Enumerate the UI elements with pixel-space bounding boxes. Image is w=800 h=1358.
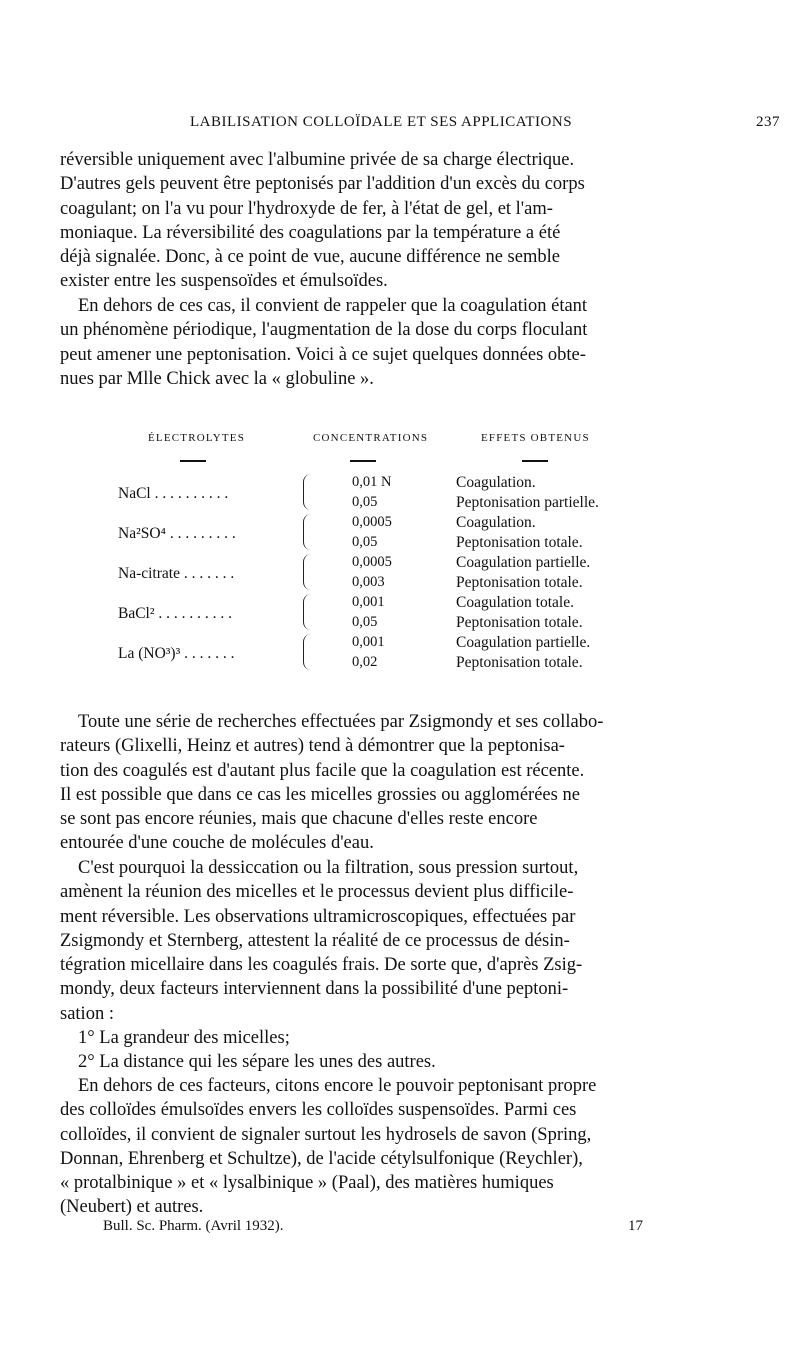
text-line: coagulant; on l'a vu pour l'hydroxyde de fer, à l'état de gel, et l'am- [60,198,553,219]
text-line: « protalbinique » et « lysalbinique » (Paal), des matières humiques [60,1173,554,1194]
effect-text: Coagulation. [456,474,536,491]
concentration-value: 0,05 [352,534,378,550]
brace [303,634,312,670]
effect-text: Peptonisation totale. [456,534,583,551]
table-row [0,474,800,514]
effect-text: Coagulation partielle. [456,634,591,651]
electrolyte-name: BaCl² . . . . . . . . . . [118,605,233,622]
text-line: un phénomène périodique, l'augmentation de la dose du corps floculant [60,320,588,341]
text-line: moniaque. La réversibilité des coagulations par la température a été [60,222,561,243]
table-row [0,594,800,634]
paragraph-peptonizing-power [60,1074,760,1220]
table-row [0,634,800,674]
text-line: colloïdes, il convient de signaler surtout les hydrosels de savon (Spring, [60,1124,592,1145]
column-header-effects: EFFETS OBTENUS [481,432,590,444]
text-line: 1° La grandeur des micelles; [78,1028,290,1048]
paragraph-reversibility [60,148,760,294]
text-line: D'autres gels peuvent être peptonisés par l'addition d'un excès du corps [60,174,585,195]
text-line: Zsigmondy et Sternberg, attestent la réalité de ce processus de désin- [60,930,570,951]
paragraph-zsigmondy-research [60,710,760,856]
concentration-value: 0,05 [352,614,378,630]
text-line: sation : [60,1003,114,1024]
electrolyte-name: Na²SO⁴ . . . . . . . . . [118,525,236,542]
text-line: amènent la réunion des micelles et le processus devient plus difficile- [60,882,574,903]
page-number: 237 [756,114,780,130]
page-header [60,114,780,138]
column-header-concentrations: CONCENTRATIONS [313,432,429,444]
concentration-value: 0,05 [352,494,378,510]
brace [303,514,312,550]
table-header [0,432,800,452]
text-line: nues par Mlle Chick avec la « globuline ». [60,368,374,389]
text-line: entourée d'une couche de molécules d'eau. [60,833,374,854]
signature-mark: 17 [628,1218,643,1234]
concentration-value: 0,003 [352,574,385,590]
text-line: En dehors de ces cas, il convient de rappeler que la coagulation étant [78,296,588,316]
text-line: En dehors de ces facteurs, citons encore le pouvoir peptonisant propre [78,1076,597,1096]
concentration-value: 0,0005 [352,514,392,530]
text-line: 2° La distance qui les sépare les unes des autres. [78,1052,436,1072]
brace [303,554,312,590]
effect-text: Peptonisation totale. [456,654,583,671]
text-line: Donnan, Ehrenberg et Schultze), de l'acide cétylsulfonique (Reychler), [60,1148,583,1169]
effect-text: Coagulation totale. [456,594,574,611]
text-line: déjà signalée. Donc, à ce point de vue, aucune différence ne semble [60,247,560,268]
text-line: ment réversible. Les observations ultramicroscopiques, effectuées par [60,906,576,927]
running-title: LABILISATION COLLOÏDALE ET SES APPLICATIONS [190,114,573,130]
effect-text: Coagulation. [456,514,536,531]
column-header-electrolytes: ÉLECTROLYTES [148,432,246,444]
brace [303,594,312,630]
text-line: tégration micellaire dans les coagulés frais. De sorte que, d'après Zsig- [60,955,583,976]
concentration-value: 0,0005 [352,554,392,570]
text-line: tion des coagulés est d'autant plus facile que la coagulation est récente. [60,760,585,781]
text-line: Toute une série de recherches effectuées par Zsigmondy et ses collabo- [78,712,604,732]
page-footer [103,1218,643,1240]
concentration-value: 0,001 [352,634,385,650]
text-line: des colloïdes émulsoïdes envers les colloïdes suspensoïdes. Parmi ces [60,1100,577,1121]
text-line: C'est pourquoi la dessiccation ou la filtration, sous pression surtout, [78,858,579,878]
electrolyte-name: Na-citrate . . . . . . . [118,565,235,582]
paragraph-periodic [60,294,760,391]
effect-text: Coagulation partielle. [456,554,591,571]
concentration-value: 0,02 [352,654,378,670]
divider [180,460,206,462]
table-row [0,554,800,594]
journal-reference: Bull. Sc. Pharm. (Avril 1932). [103,1218,284,1234]
list-item-second-factor [60,1050,760,1074]
text-line: mondy, deux facteurs interviennent dans la possibilité d'une peptoni- [60,979,569,1000]
concentration-value: 0,001 [352,594,385,610]
brace [303,474,312,510]
list-item-first-factor [60,1026,760,1050]
concentration-value: 0,01 N [352,474,392,490]
text-line: (Neubert) et autres. [60,1197,204,1218]
electrolyte-name: NaCl . . . . . . . . . . [118,485,229,502]
divider [350,460,376,462]
paragraph-dessiccation [60,856,760,1026]
text-line: réversible uniquement avec l'albumine privée de sa charge électrique. [60,150,575,170]
table-row [0,514,800,554]
text-line: se sont pas encore réunies, mais que chacune d'elles reste encore [60,809,538,830]
electrolyte-name: La (NO³)³ . . . . . . . [118,645,235,662]
text-line: Il est possible que dans ce cas les micelles grossies ou agglomérées ne [60,784,580,805]
effect-text: Peptonisation totale. [456,614,583,631]
text-line: exister entre les suspensoïdes et émulsoïdes. [60,271,388,292]
effect-text: Peptonisation totale. [456,574,583,591]
effect-text: Peptonisation partielle. [456,494,599,511]
text-line: rateurs (Glixelli, Heinz et autres) tend à démontrer que la peptonisa- [60,736,565,757]
divider [522,460,548,462]
text-line: peut amener une peptonisation. Voici à ce sujet quelques données obte- [60,344,586,365]
